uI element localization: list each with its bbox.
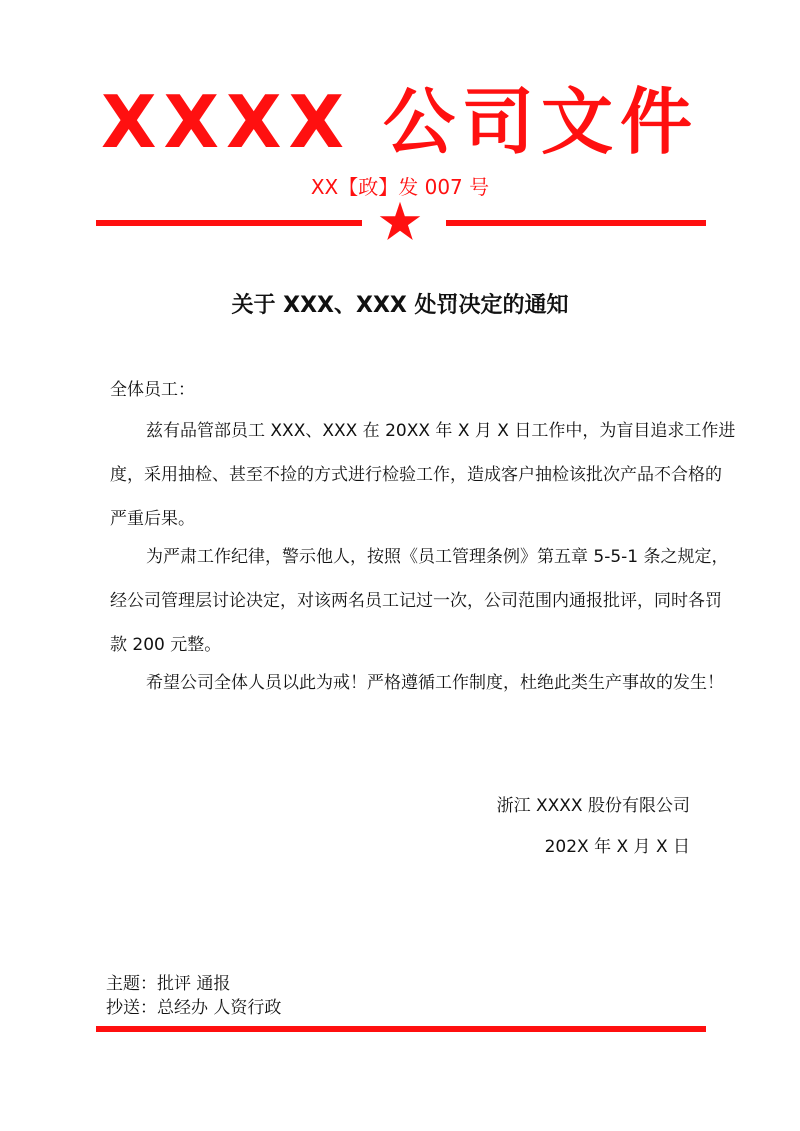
signature-company: 浙江 XXXX 股份有限公司 [496, 796, 690, 816]
header-divider-right [446, 220, 706, 226]
header-divider-left [96, 220, 362, 226]
paragraph-2-line-3: 款 200 元整。 [110, 635, 222, 655]
paragraph-1-line-1: 兹有品管部员工 XXX、XXX 在 20XX 年 X 月 X 日工作中，为盲目追求工作进 [146, 421, 736, 441]
cc-line: 抄送：总经办 人资行政 [106, 998, 282, 1018]
salutation: 全体员工： [110, 380, 195, 400]
paragraph-2 [110, 535, 729, 667]
paragraph-3 [110, 661, 724, 705]
paragraph-3-line-1: 希望公司全体人员以此为戒！严格遵循工作制度，杜绝此类生产事故的发生！ [146, 673, 724, 693]
signature-date: 202X 年 X 月 X 日 [544, 837, 690, 857]
footer-divider [96, 1026, 706, 1032]
subject-line: 主题：批评 通报 [106, 974, 231, 994]
document-header-title: XXXX 公司文件 [100, 80, 700, 164]
notice-title: 关于 XXX、XXX 处罚决定的通知 [231, 293, 569, 318]
paragraph-1 [110, 409, 736, 541]
document-number: XX【政】发 007 号 [310, 175, 490, 199]
paragraph-2-line-2: 经公司管理层讨论决定，对该两名员工记过一次，公司范围内通报批评，同时各罚 [110, 591, 722, 611]
paragraph-2-line-1: 为严肃工作纪律，警示他人，按照《员工管理条例》第五章 5-5-1 条之规定， [146, 547, 729, 567]
star-icon [378, 200, 422, 244]
paragraph-1-line-2: 度，采用抽检、甚至不捡的方式进行检验工作，造成客户抽检该批次产品不合格的 [110, 465, 722, 485]
paragraph-1-line-3: 严重后果。 [110, 509, 195, 529]
